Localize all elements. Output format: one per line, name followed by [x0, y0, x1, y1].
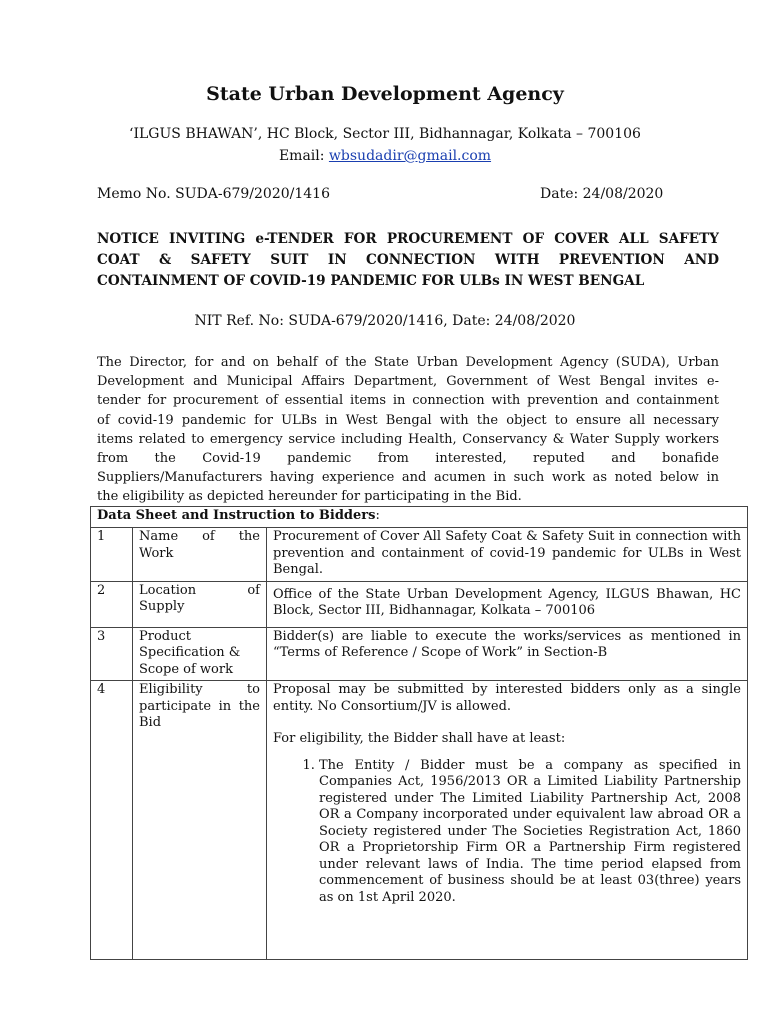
table-header-row — [91, 507, 748, 528]
intro-line: The Director, for and on behalf of the State Urban Development Agency (SUDA), Urban — [97, 355, 719, 370]
agency-address-block — [0, 123, 770, 167]
intro-line: items related to emergency service including Health, Conservancy & Water Supply workers — [97, 431, 719, 447]
row-number: 1 — [91, 528, 133, 582]
intro-line: of covid-19 pandemic for ULBs in West Bengal with the object to ensure all necessary — [97, 412, 719, 428]
eligibility-item: 1. The Entity / Bidder must be a company as specified in Companies Act, 1956/2013 OR a Limited Liability Partnership registered under The Limited Liability Partnership Act, 2008 OR a Company incorporated under equivalent law abroad OR a Society registered under The Societies Registration Act, 1860 OR a Proprietorship Firm OR a Partnership Firm registered under relevant laws of India. The time period elapsed from commencement of business should be at least 03(three) years as on 1st April 2020. — [319, 758, 741, 907]
row-label — [133, 581, 267, 627]
label-line: Location of — [139, 582, 260, 598]
intro-line: from the Covid-19 pandemic from interested, reputed and bonafide — [97, 451, 719, 467]
eligibility-list — [273, 758, 741, 907]
intro-paragraph — [97, 353, 719, 507]
notice-line: CONTAINMENT OF COVID-19 PANDEMIC FOR ULBs IN WEST BENGAL — [97, 273, 645, 289]
label-line: Eligibility to — [139, 682, 260, 697]
row-label — [133, 627, 267, 681]
agency-address: ‘ILGUS BHAWAN’, HC Block, Sector III, Bidhannagar, Kolkata – 700106 — [129, 126, 641, 142]
data-sheet-heading-suffix: : — [375, 508, 380, 523]
eligibility-intro: Proposal may be submitted by interested bidders only as a single entity. No Consortium/JV is allowed. — [273, 682, 741, 714]
label-line: participate in the — [139, 698, 260, 714]
table-row — [91, 528, 748, 582]
table-row — [91, 627, 748, 681]
intro-line: the eligibility as depicted hereunder for participating in the Bid. — [97, 489, 522, 505]
row-number: 2 — [91, 581, 133, 627]
row-content: Procurement of Cover All Safety Coat & Safety Suit in connection with prevention and containment of covid-19 pandemic for ULBs in West Bengal. — [267, 528, 748, 582]
memo-date: Date: 24/08/2020 — [540, 186, 664, 202]
row-number: 3 — [91, 627, 133, 681]
email-label: Email: — [278, 148, 329, 164]
label-line: Scope of work — [139, 661, 233, 677]
label-line: Work — [139, 545, 174, 561]
row-label — [133, 528, 267, 582]
row-content: Bidder(s) are liable to execute the works/services as mentioned in “Terms of Reference / Scope of Work” in Section-B — [267, 627, 748, 681]
label-line: Specification & — [139, 645, 241, 660]
data-sheet-heading — [91, 507, 748, 528]
row-number: 4 — [91, 681, 133, 960]
notice-line: NOTICE INVITING e-TENDER FOR PROCUREMENT OF COVER ALL SAFETY — [97, 231, 719, 247]
row-label — [133, 681, 267, 960]
intro-line: Suppliers/Manufacturers having experience and acumen in such work as noted below in — [97, 470, 719, 486]
intro-line: Development and Municipal Affairs Department, Government of West Bengal invites e- — [97, 374, 719, 390]
row-content: Office of the State Urban Development Agency, ILGUS Bhawan, HC Block, Sector III, Bidhannagar, Kolkata – 700106 — [267, 581, 748, 627]
table-row — [91, 581, 748, 627]
intro-line: tender for procurement of essential items in connection with prevention and containment — [97, 393, 719, 409]
data-sheet-table — [90, 506, 748, 960]
label-line: Supply — [139, 599, 185, 614]
eligibility-lead: For eligibility, the Bidder shall have at least: — [273, 731, 566, 746]
table-row — [91, 681, 748, 960]
row-content — [267, 681, 748, 960]
label-line: Name of the — [139, 529, 260, 544]
agency-title: State Urban Development Agency — [206, 83, 564, 105]
nit-reference: NIT Ref. No: SUDA-679/2020/1416, Date: 24/08/2020 — [194, 313, 576, 329]
notice-line: COAT & SAFETY SUIT IN CONNECTION WITH PREVENTION AND — [97, 252, 719, 268]
email-line — [0, 145, 770, 167]
notice-heading — [97, 229, 719, 292]
label-line: Product — [139, 628, 191, 644]
email-link[interactable]: wbsudadir@gmail.com — [328, 148, 492, 164]
label-line: Bid — [139, 715, 162, 730]
memo-number: Memo No. SUDA-679/2020/1416 — [97, 186, 330, 202]
data-sheet-heading-text: Data Sheet and Instruction to Bidders — [97, 508, 376, 523]
